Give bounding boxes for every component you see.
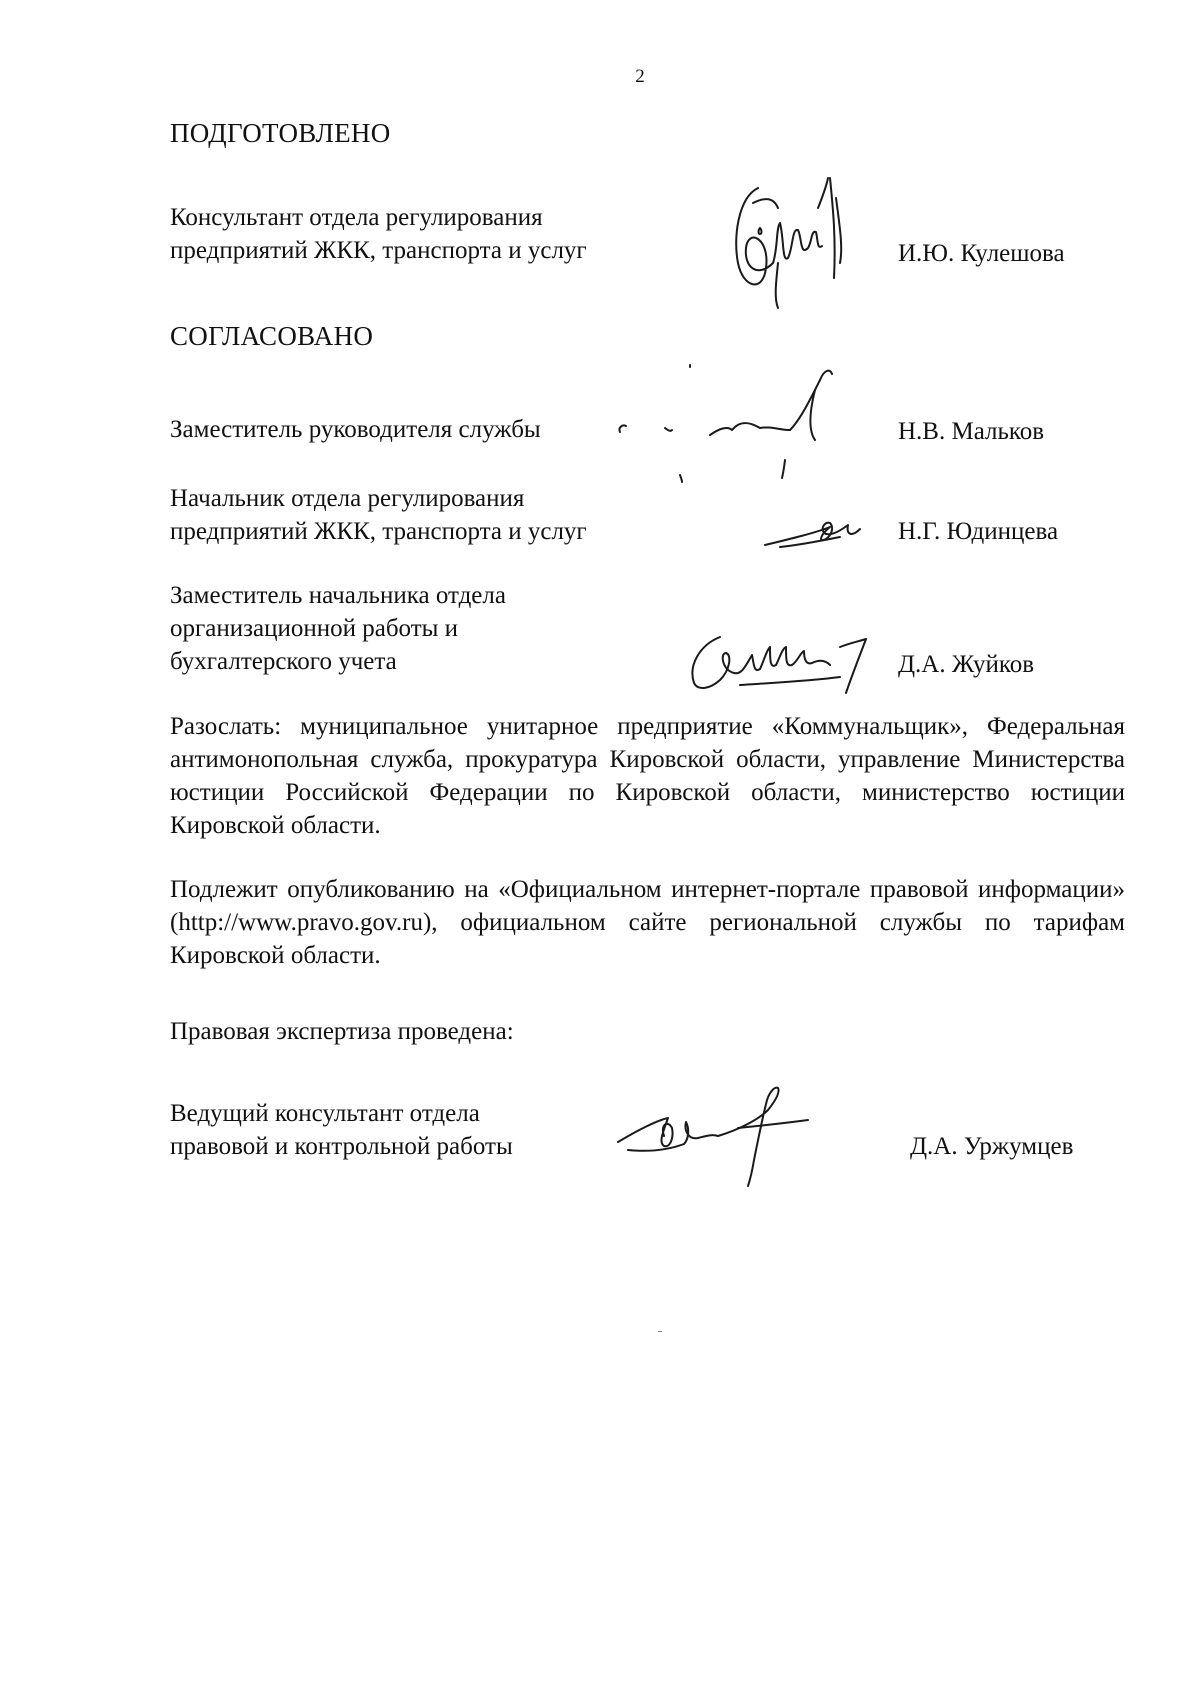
page-number: 2: [635, 66, 645, 87]
signer-1-position: [170, 413, 541, 446]
signer-2-name: Н.Г. Юдинцева: [898, 518, 1059, 545]
signer-3-name: Д.А. Жуйков: [898, 651, 1035, 678]
signer-2-position-line-2: предприятий ЖКК, транспорта и услуг: [170, 518, 587, 545]
legal-review-heading: Правовая экспертиза проведена:: [170, 1018, 514, 1045]
legal-review-position: [170, 1097, 513, 1163]
distribution-paragraph: Разослать: муниципальное унитарное предприятие «Коммунальщик», Федеральная антимонопольная служба, прокуратура Кировской области, управление Министерства юстиции Российской Федерации по Кировской области, министерство юстиции Кировской области.: [170, 713, 1125, 839]
publication-paragraph: Подлежит опубликованию на «Официальном интернет-портале правовой информации» (http://www.pravo.gov.ru), официальном сайте региональной службы по тарифам Кировской области.: [170, 876, 1125, 969]
legal-review-position-line-1: Ведущий консультант отдела: [170, 1100, 480, 1127]
signer-3-position: [170, 579, 506, 678]
signer-3-position-line-2: организационной работы и: [170, 615, 459, 642]
prepared-signature: [718, 168, 878, 318]
signer-2-position-line-1: Начальник отдела регулирования: [170, 485, 525, 512]
prepared-name: И.Ю. Кулешова: [898, 240, 1065, 267]
scan-speck: [658, 1331, 662, 1332]
signer-1-signature: [610, 360, 880, 500]
signer-1-position-line-1: Заместитель руководителя службы: [170, 416, 541, 443]
prepared-position-line-1: Консультант отдела регулирования: [170, 204, 543, 231]
signer-2-position: [170, 482, 587, 548]
signer-1-name: Н.В. Мальков: [898, 418, 1045, 445]
prepared-position: [170, 201, 587, 267]
legal-review-position-line-2: правовой и контрольной работы: [170, 1133, 513, 1160]
signer-2-signature: [760, 505, 870, 555]
prepared-position-line-2: предприятий ЖКК, транспорта и услуг: [170, 237, 587, 264]
signer-3-position-line-1: Заместитель начальника отдела: [170, 582, 506, 609]
legal-review-name: Д.А. Уржумцев: [910, 1133, 1074, 1160]
signer-3-signature: [680, 625, 900, 695]
signer-3-position-line-3: бухгалтерского учета: [170, 648, 397, 675]
agreed-heading: СОГЛАСОВАНО: [170, 321, 374, 351]
prepared-heading: ПОДГОТОВЛЕНО: [170, 118, 391, 148]
legal-review-signature: [608, 1080, 838, 1190]
